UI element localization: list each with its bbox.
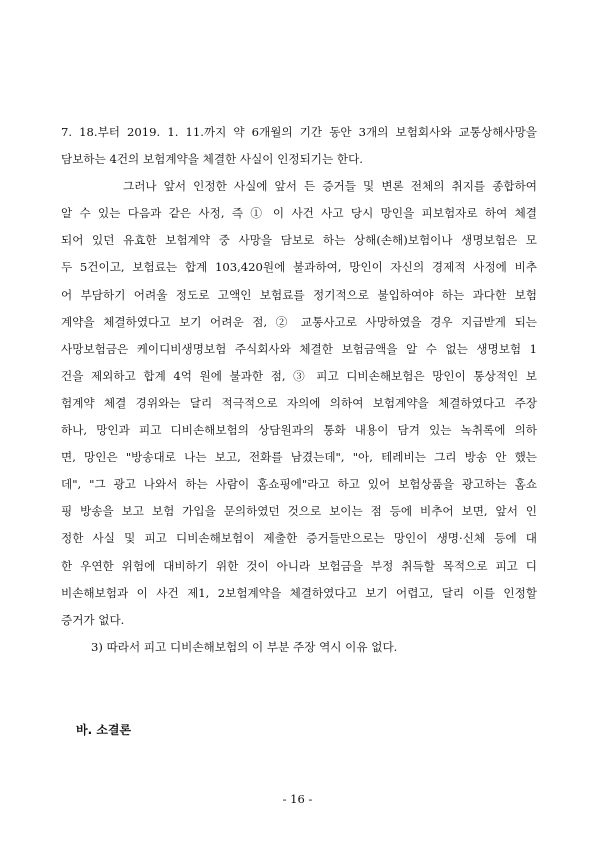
paragraph-2-line-6: 계약을 체결하였다고 보기 어려운 점, ② 교통사고로 사망하였을 경우 지급받게 되는 — [61, 314, 537, 329]
paragraph-2-line-12: 데", "그 광고 나와서 하는 사람이 홈쇼핑에"라고 하고 있어 보험상품을 광고하는 홈쇼 — [61, 477, 537, 492]
section-heading: 바. 소결론 — [76, 723, 132, 737]
page-number: - 16 - — [282, 792, 313, 806]
paragraph-2-line-14: 정한 사실 및 피고 디비손해보험이 제출한 증거들만으로는 망인이 생명·신체 등에 대 — [61, 531, 537, 546]
paragraph-1-line-2: 담보하는 4건의 보험계약을 체결한 사실이 인정되기는 한다. — [61, 152, 363, 167]
paragraph-2-line-2: 알 수 있는 다음과 같은 사정, 즉 ① 이 사건 사고 당시 망인을 피보험자로 하여 체결 — [61, 206, 537, 221]
paragraph-2-line-10: 하나, 망인과 피고 디비손해보험의 상담원과의 통화 내용이 담겨 있는 녹취록에 의하 — [61, 423, 537, 438]
paragraph-2-line-9: 험계약 체결 경위와는 달리 적극적으로 자의에 의하여 보험계약을 체결하였다고 주장 — [61, 395, 537, 410]
paragraph-2-line-4: 두 5건이고, 보험료는 합계 103,420원에 불과하여, 망인이 자신의 경제적 사정에 비추 — [61, 260, 537, 275]
paragraph-3-line-1: 3) 따라서 피고 디비손해보험의 이 부분 주장 역시 이유 없다. — [91, 639, 398, 654]
paragraph-2-line-17: 증거가 없다. — [61, 612, 125, 627]
paragraph-2-line-16: 비손해보험과 이 사건 제1, 2보험계약을 체결하였다고 보기 어렵고, 달리 이를 인정할 — [61, 585, 537, 600]
paragraph-2-line-5: 어 부담하기 어려울 정도로 고액인 보험료를 정기적으로 불입하여야 하는 과다한 보험 — [61, 287, 537, 302]
paragraph-2-line-3: 되어 있던 유효한 보험계약 중 사망을 담보로 하는 상해(손해)보험이나 생명보험은 모 — [61, 233, 537, 248]
paragraph-2-line-8: 건을 제외하고 합계 4억 원에 불과한 점, ③ 피고 디비손해보험은 망인이 통상적인 보 — [61, 368, 537, 383]
paragraph-2-line-1: 그러나 앞서 인정한 사실에 앞서 든 증거들 및 변론 전체의 취지를 종합하여 — [123, 179, 537, 194]
body-text — [61, 119, 537, 661]
paragraph-2-line-7: 사망보험금은 케이디비생명보험 주식회사와 체결한 보험금액을 알 수 없는 생명보험 1 — [61, 341, 537, 356]
paragraph-2-line-11: 면, 망인은 "방송대로 나는 보고, 전화를 남겼는데", "아, 테레비는 그리 방송 안 했는 — [61, 450, 537, 465]
paragraph-2-line-15: 한 우연한 위험에 대비하기 위한 것이 아니라 보험금을 부정 취득할 목적으로 피고 디 — [61, 558, 537, 573]
paragraph-2-line-13: 핑 방송을 보고 보험 가입을 문의하였던 것으로 보이는 점 등에 비추어 보면, 앞서 인 — [61, 504, 537, 519]
paragraph-1-line-1: 7. 18.부터 2019. 1. 11.까지 약 6개월의 기간 동안 3개의 보험회사와 교통상해사망을 — [61, 125, 537, 139]
